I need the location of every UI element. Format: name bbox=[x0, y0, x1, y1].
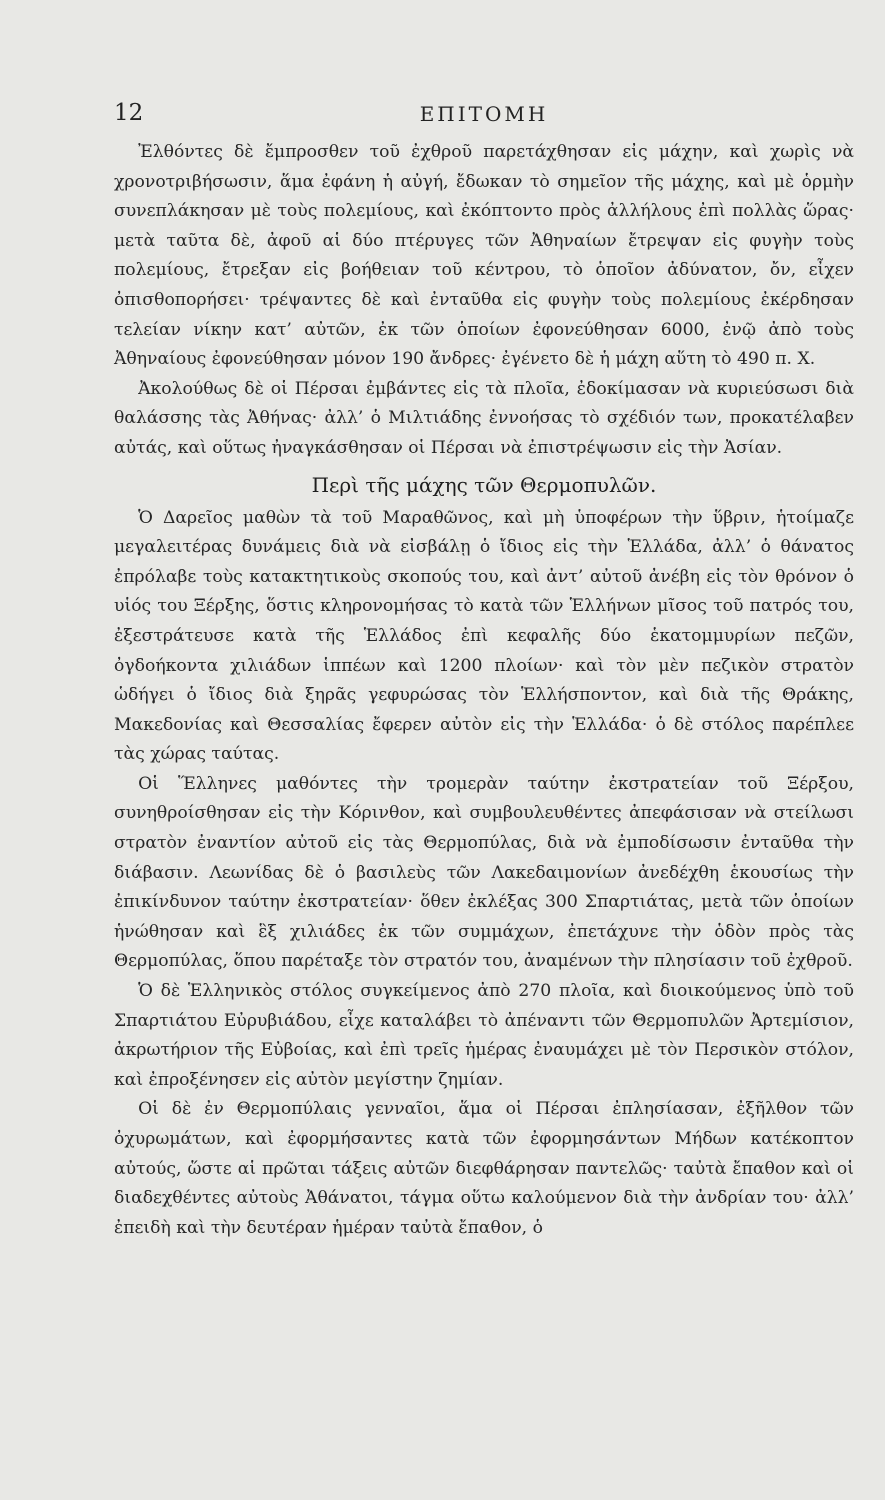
paragraph: Ὁ Δαρεῖος μαθὼν τὰ τοῦ Μαραθῶνος, καὶ μὴ ὑποφέρων τὴν ὕβριν, ἡτοίμαζε μεγαλειτέρας δυνάμεις διὰ νὰ εἰσβάλῃ ὁ ἴδιος εἰς τὴν Ἑλλάδα, ἀλλ’ ὁ θάνατος ἐπρόλαβε τοὺς κατακτητικοὺς σκοπούς του, καὶ ἀντ’ αὐτοῦ ἀνέβη εἰς τὸν θρόνον ὁ υἱός του Ξέρξης, ὅστις κληρονομήσας τὸ κατὰ τῶν Ἑλλήνων μῖσος τοῦ πατρός του, ἐξεστράτευσε κατὰ τῆς Ἑλλάδος ἐπὶ κεφαλῆς δύο ἑκατομμυρίων πεζῶν, ὀγδοήκοντα χιλιάδων ἱππέων καὶ 1200 πλοίων· καὶ τὸν μὲν πεζικὸν στρατὸν ὡδήγει ὁ ἴδιος διὰ ξηρᾶς γεφυρώσας τὸν Ἑλλήσποντον, καὶ διὰ τῆς Θράκης, Μακεδονίας καὶ Θεσσαλίας ἔφερεν αὐτὸν εἰς τὴν Ἑλλάδα· ὁ δὲ στόλος παρέπλεε τὰς χώρας ταύτας. bbox=[114, 507, 854, 765]
paragraph: Ἐλθόντες δὲ ἔμπροσθεν τοῦ ἐχθροῦ παρετάχθησαν εἰς μάχην, καὶ χωρὶς νὰ χρονοτριβήσωσιν, ἅμα ἐφάνη ἡ αὐγή, ἔδωκαν τὸ σημεῖον τῆς μάχης, καὶ μὲ ὁρμὴν συνεπλάκησαν μὲ τοὺς πολεμίους, καὶ ἐκόπτοντο πρὸς ἀλλήλους ἐπὶ πολλὰς ὥρας· μετὰ ταῦτα δὲ, ἀφοῦ αἱ δύο πτέρυγες τῶν Ἀθηναίων ἔτρεψαν εἰς φυγὴν τοὺς πολεμίους, ἔτρεξαν εἰς βοήθειαν τοῦ κέντρου, τὸ ὁποῖον ἀδύνατον, ὄν, εἶχεν ὀπισθοπορήσει· τρέψαντες δὲ καὶ ἐνταῦθα εἰς φυγὴν τοὺς πολεμίους ἐκέρδησαν τελείαν νίκην κατ’ αὐτῶν, ἐκ τῶν ὁποίων ἐφονεύθησαν 6000, ἐνῷ ἀπὸ τοὺς Ἀθηναίους ἐφονεύθησαν μόνον 190 ἄνδρες· ἐγένετο δὲ ἡ μάχη αὕτη τὸ 490 π. Χ. bbox=[114, 142, 854, 370]
paragraph: Ἀκολούθως δὲ οἱ Πέρσαι ἐμβάντες εἰς τὰ πλοῖα, ἐδοκίμασαν νὰ κυριεύσωσι διὰ θαλάσσης τὰς Ἀθήνας· ἀλλ’ ὁ Μιλτιάδης ἐννοήσας τὸ σχέδιόν των, προκατέλαβεν αὐτάς, καὶ οὕτως ἠναγκάσθησαν οἱ Πέρσαι νὰ ἐπιστρέψωσιν εἰς τὴν Ἀσίαν. bbox=[114, 378, 854, 458]
running-title: ΕΠΙΤΟΜΗ bbox=[419, 102, 549, 126]
page-header bbox=[114, 100, 854, 140]
body-text bbox=[114, 138, 854, 1243]
page-number: 12 bbox=[114, 100, 144, 126]
paragraph: Οἱ Ἕλληνες μαθόντες τὴν τρομερὰν ταύτην ἐκστρατείαν τοῦ Ξέρξου, συνηθροίσθησαν εἰς τὴν Κόρινθον, καὶ συμβουλευθέντες ἀπεφάσισαν νὰ στείλωσι στρατὸν ἐναντίον αὐτοῦ εἰς τὰς Θερμοπύλας, διὰ νὰ ἐμποδίσωσιν ἐνταῦθα τὴν διάβασιν. Λεωνίδας δὲ ὁ βασιλεὺς τῶν Λακεδαιμονίων ἀνεδέχθη ἑκουσίως τὴν ἐπικίνδυνον ταύτην ἐκστρατείαν· ὅθεν ἐκλέξας 300 Σπαρτιάτας, μετὰ τῶν ὁποίων ἡνώθησαν καὶ ἓξ χιλιάδες ἐκ τῶν συμμάχων, ἐπετάχυνε τὴν ὁδὸν πρὸς τὰς Θερμοπύλας, ὅπου παρέταξε τὸν στρατόν του, ἀναμένων τὴν πλησίασιν τοῦ ἐχθροῦ. bbox=[114, 773, 854, 972]
paragraph: Ὁ δὲ Ἑλληνικὸς στόλος συγκείμενος ἀπὸ 270 πλοῖα, καὶ διοικούμενος ὑπὸ τοῦ Σπαρτιάτου Εὐρυβιάδου, εἶχε καταλάβει τὸ ἀπέναντι τῶν Θερμοπυλῶν Ἀρτεμίσιον, ἀκρωτήριον τῆς Εὐβοίας, καὶ ἐπὶ τρεῖς ἡμέρας ἐναυμάχει μὲ τὸν Περσικὸν στόλον, καὶ ἐπροξένησεν εἰς αὐτὸν μεγίστην ζημίαν. bbox=[114, 981, 854, 1090]
paragraph: Οἱ δὲ ἐν Θερμοπύλαις γενναῖοι, ἅμα οἱ Πέρσαι ἐπλησίασαν, ἐξῆλθον τῶν ὀχυρωμάτων, καὶ ἐφορμήσαντες κατὰ τῶν ἐφορμησάντων Μήδων κατέκοπτον αὐτούς, ὥστε αἱ πρῶται τάξεις αὐτῶν διεφθάρησαν παντελῶς· ταὐτὰ ἔπαθον καὶ οἱ διαδεχθέντες αὐτοὺς Ἀθάνατοι, τάγμα οὕτω καλούμενον διὰ τὴν ἀνδρίαν του· ἀλλ’ ἐπειδὴ καὶ τὴν δευτέραν ἡμέραν ταὐτὰ ἔπαθον, ὁ bbox=[114, 1099, 854, 1238]
section-heading: Περὶ τῆς μάχης τῶν Θερμοπυλῶν. bbox=[311, 472, 657, 497]
